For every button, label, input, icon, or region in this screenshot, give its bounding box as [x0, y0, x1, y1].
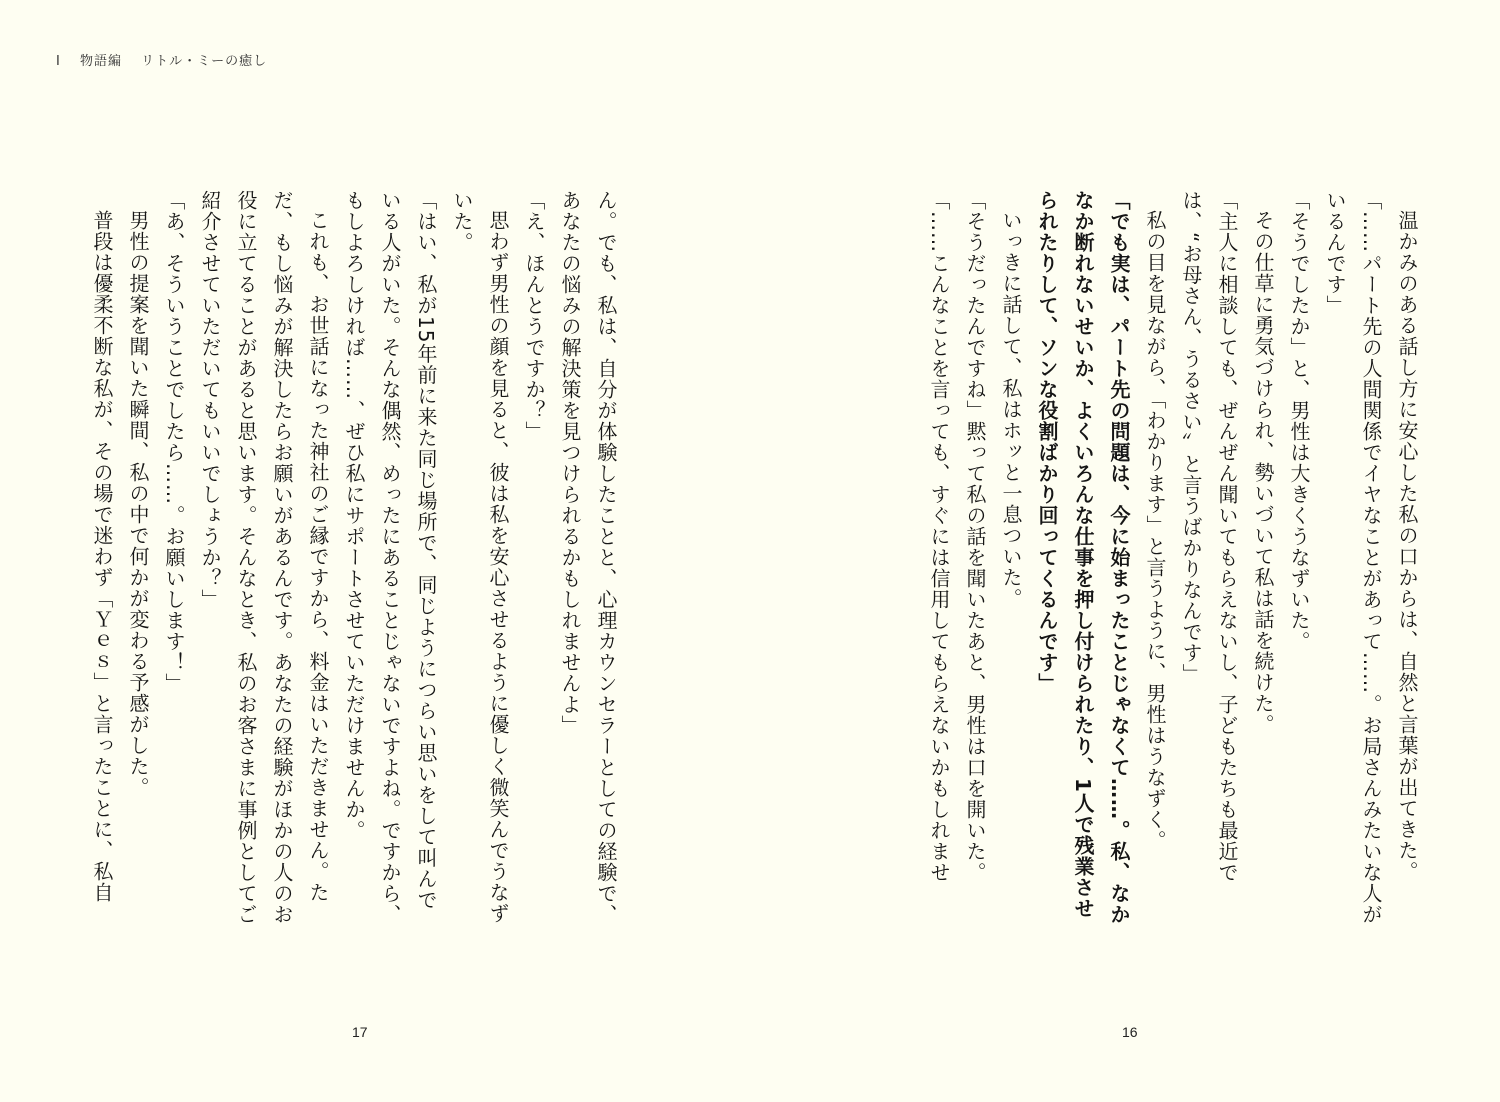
page-number-right: 16	[1122, 1024, 1138, 1040]
paragraph: その仕草に勇気づけられ、勢いづいて私は話を続けた。	[1251, 210, 1275, 735]
paragraph: 「そうでしたか」と、男性は大きくうなずいた。	[1287, 190, 1311, 652]
paragraph: 温かみのある話し方に安心した私の口からは、自然と言葉が出てきた。	[1395, 210, 1419, 882]
page-number-left: 17	[352, 1024, 368, 1040]
paragraph: 「そうだったんですね」黙って私の話を聞いたあと、男性は口を開いた。	[963, 190, 987, 883]
right-page-body	[880, 190, 1425, 930]
paragraph: 「……パート先の人間関係でイヤなことがあって……。お局さんみたいな人がいるんです」	[1323, 190, 1383, 925]
paragraph: 普段は優柔不断な私が、その場で迷わず「Ｙｅｓ」と言ったことに、私自	[90, 210, 114, 903]
paragraph: 私の目を見ながら、「わかります」と言うように、男性はうなずく。	[1143, 210, 1167, 851]
running-head-chapter: リトル・ミーの癒し	[141, 54, 268, 69]
paragraph: いっきに話して、私はホッと一息ついた。	[999, 210, 1023, 609]
paragraph: ん。でも、私は、自分が体験したことと、心理カウンセラーとしての経験で、あなたの悩みの解決策を見つけられるかもしれませんよ」	[558, 190, 618, 925]
left-page-body	[74, 190, 624, 930]
paragraph: これも、お世話になった神社のご縁ですから、料金はいただきません。ただ、もし悩みが解決したらお願いがあるんです。あなたの経験がほかの人のお役に立てることがあると思います。そんなとき、私のお客さまに事例としてご紹介させていただいてもいいでしょうか？」	[198, 190, 330, 925]
paragraph: 男性の提案を聞いた瞬間、私の中で何かが変わる予感がした。	[126, 210, 150, 798]
paragraph: 「主人に相談しても、ぜんぜん聞いてもらえないし、子どもたちも最近では、“お母さん、うるさい〟と言うばかりなんです」	[1179, 190, 1239, 883]
paragraph: 思わず男性の顔を見ると、彼は私を安心させるように優しく微笑んでうなずいた。	[450, 190, 510, 924]
paragraph: 「あ、そういうことでしたら……。お願いします！」	[162, 190, 186, 694]
paragraph: 「え、ほんとうですか？」	[522, 190, 546, 442]
paragraph-emphasis: 「でも実は、パート先の問題は、今に始まったことじゃなくて……。私、なかなか断れないせいか、よくいろんな仕事を押し付けられたり、1人で残業させられたりして、ソンな役割ばかり回ってくるんです」	[1035, 190, 1131, 925]
running-head	[56, 50, 267, 69]
running-head-part: I	[56, 54, 61, 69]
paragraph: 「はい、私が15年前に来た同じ場所で、同じようにつらい思いをして叫んでいる人がいた。そんな偶然、めったにあることじゃないですよね。ですから、もしよろしければ……、ぜひ私にサポートさせていただけませんか。	[342, 190, 438, 925]
running-head-section: 物語編	[79, 54, 122, 69]
paragraph: 「……こんなことを言っても、すぐには信用してもらえないかもしれませ	[927, 190, 951, 883]
